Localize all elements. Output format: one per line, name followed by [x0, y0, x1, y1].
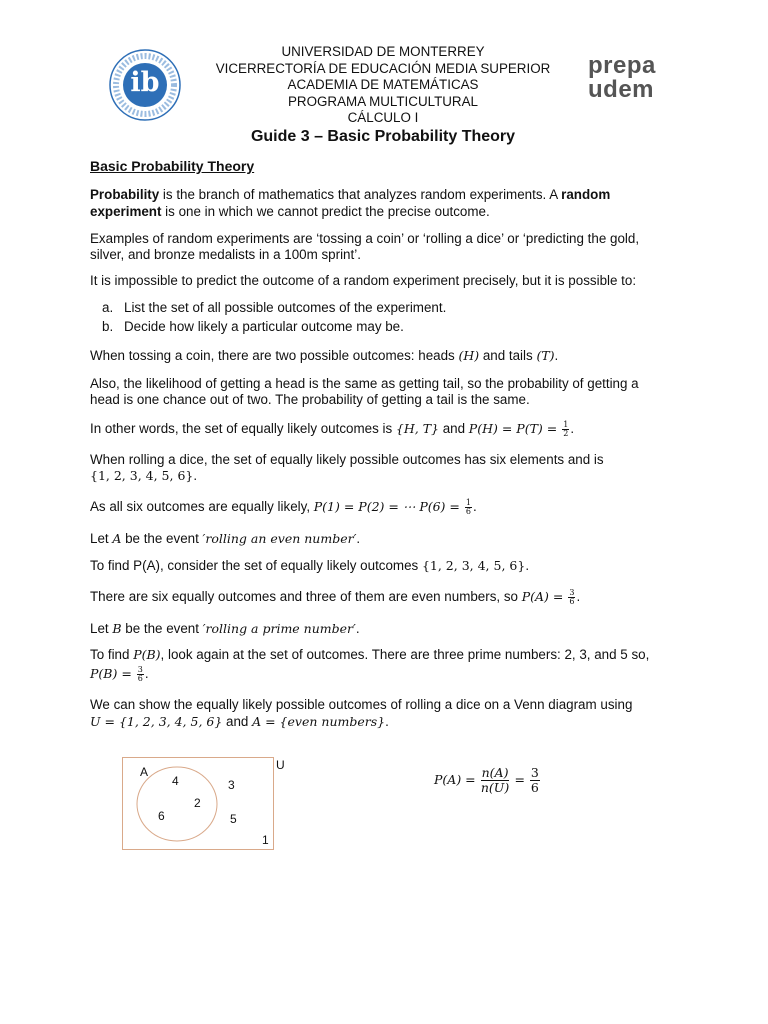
- header-vicerrectoria: VICERRECTORÍA DE EDUCACIÓN MEDIA SUPERIOR: [215, 60, 551, 76]
- text: .: [576, 589, 581, 604]
- math: P(A) =: [434, 772, 480, 788]
- numerator: 3: [137, 664, 143, 674]
- list-text: Decide how likely a particular outcome may be.: [124, 319, 404, 334]
- text: Let: [90, 531, 113, 546]
- text: As all six outcomes are equally likely,: [90, 499, 314, 514]
- math: P(1) = P(2) = ⋯ P(6) =: [313, 499, 464, 514]
- paragraph-examples-line2: silver, and bronze medalists in a 100m sprint’.: [90, 247, 361, 262]
- brand-logo: [588, 54, 656, 102]
- math: {H, T}: [395, 421, 439, 436]
- section-title: Basic Probability Theory: [90, 158, 255, 174]
- venn-element: 4: [172, 774, 179, 788]
- fraction: [137, 666, 144, 683]
- text: In other words, the set of equally likely outcomes is: [90, 421, 396, 436]
- text: To find: [90, 647, 134, 662]
- text: and tails: [479, 348, 537, 363]
- math: (T): [536, 348, 555, 363]
- denominator: 6: [137, 673, 143, 683]
- text: .: [355, 621, 360, 636]
- header-programa: PROGRAMA MULTICULTURAL: [288, 93, 478, 109]
- ib-logo-text: ib: [130, 67, 160, 98]
- paragraph-impossible: It is impossible to predict the outcome of a random experiment precisely, but it is possible to:: [90, 273, 637, 288]
- denominator: 6: [465, 506, 471, 516]
- numerator: 3: [530, 765, 539, 780]
- text: .: [525, 558, 530, 573]
- paragraph-event-a: [90, 530, 360, 547]
- venn-element: 5: [230, 812, 237, 826]
- math: U = {1, 2, 3, 4, 5, 6}: [90, 714, 223, 729]
- numerator: 1: [563, 419, 569, 429]
- text: be the event: [121, 531, 203, 546]
- brand-logo-line1: prepa: [588, 52, 656, 79]
- text: There are six equally outcomes and three of them are even numbers, so: [90, 589, 522, 604]
- paragraph-definition-line2: [90, 203, 490, 220]
- math: (H): [458, 348, 480, 363]
- text: .: [356, 531, 361, 546]
- math: P(A) =: [521, 589, 568, 604]
- text: Let: [90, 621, 113, 636]
- denominator: 6: [530, 780, 539, 795]
- fraction: [530, 766, 540, 795]
- list-text: List the set of all possible outcomes of the experiment.: [124, 300, 447, 315]
- paragraph-find-pa: [90, 557, 529, 574]
- venn-element: 3: [228, 778, 235, 792]
- denominator: 6: [569, 596, 575, 606]
- denominator: n(U): [480, 780, 510, 795]
- fraction: [562, 421, 569, 438]
- math: {1, 2, 3, 4, 5, 6}: [421, 558, 526, 573]
- list-item-a: [102, 299, 447, 316]
- text: is one in which we cannot predict the precise outcome.: [161, 204, 490, 219]
- paragraph-definition-line1: [90, 186, 610, 203]
- math: P(H) = P(T) =: [468, 421, 562, 436]
- paragraph-six-outcomes: [90, 498, 477, 516]
- venn-element: 6: [158, 809, 165, 823]
- paragraph-likelihood-line1: Also, the likelihood of getting a head is the same as getting tail, so the probability of getting a: [90, 376, 639, 391]
- term-probability: Probability: [90, 187, 160, 202]
- text: .: [193, 468, 198, 483]
- text: , look again at the set of outcomes. There are three prime numbers: 2, 3, and 5 so,: [160, 647, 650, 662]
- math: ′rolling a prime number′: [202, 621, 356, 636]
- list-marker: a.: [102, 300, 114, 315]
- fraction: [481, 766, 510, 795]
- math: P(B): [133, 647, 161, 662]
- text: .: [144, 666, 149, 681]
- math: B: [112, 621, 122, 636]
- denominator: 2: [563, 428, 569, 438]
- numerator: 3: [569, 587, 575, 597]
- paragraph-coin: [90, 347, 558, 364]
- page-title: Guide 3 – Basic Probability Theory: [250, 128, 516, 145]
- header-course: CÁLCULO I: [347, 110, 419, 125]
- text: When tossing a coin, there are two possible outcomes: heads: [90, 348, 459, 363]
- text: be the event: [121, 621, 203, 636]
- paragraph-event-b: [90, 620, 360, 637]
- text: is the branch of mathematics that analyzes random experiments. A: [159, 187, 562, 202]
- brand-logo-line2: udem: [588, 76, 655, 103]
- fraction: [568, 589, 575, 606]
- paragraph-dice-line1: When rolling a dice, the set of equally likely possible outcomes has six elements and is: [90, 452, 604, 467]
- venn-universe-label: U: [276, 758, 285, 772]
- numerator: n(A): [481, 765, 509, 780]
- header-university: UNIVERSIDAD DE MONTERREY: [281, 44, 485, 59]
- paragraph-equally-likely: [90, 420, 574, 438]
- header-academia: ACADEMIA DE MATEMÁTICAS: [287, 77, 479, 92]
- term-experiment: experiment: [90, 204, 162, 219]
- paragraph-dice-line2: [90, 467, 197, 484]
- paragraph-examples-line1: Examples of random experiments are ‘tossing a coin’ or ‘rolling a dice’ or ‘predicting the gold,: [90, 231, 640, 246]
- probability-formula: [434, 766, 541, 795]
- paragraph-find-pb-line1: [90, 646, 649, 663]
- numerator: 1: [465, 497, 471, 507]
- text: and: [222, 714, 253, 729]
- math: {1, 2, 3, 4, 5, 6}: [90, 468, 194, 483]
- venn-diagram: [110, 756, 290, 852]
- math: P(B) =: [90, 666, 136, 681]
- ib-logo: [108, 48, 182, 122]
- venn-element: 2: [194, 796, 201, 810]
- paragraph-find-pb-line2: [90, 665, 149, 683]
- venn-set-label: A: [140, 765, 149, 779]
- list-marker: b.: [102, 319, 114, 334]
- text: .: [385, 714, 389, 729]
- math: =: [510, 772, 529, 788]
- math: ′rolling an even number′: [202, 531, 357, 546]
- math: A: [112, 531, 122, 546]
- paragraph-pa-value: [90, 588, 580, 606]
- paragraph-venn-intro-line1: We can show the equally likely possible outcomes of rolling a dice on a Venn diagram using: [90, 697, 633, 712]
- list-item-b: [102, 318, 404, 335]
- math: A = {even numbers}: [252, 714, 386, 729]
- paragraph-venn-intro-line2: [90, 713, 389, 730]
- paragraph-likelihood-line2: head is one chance out of two. The probability of getting a tail is the same.: [90, 392, 530, 407]
- text: .: [570, 421, 575, 436]
- text: and: [439, 421, 469, 436]
- text: To find P(A), consider the set of equally likely outcomes: [90, 558, 422, 573]
- term-random: random: [561, 187, 611, 202]
- fraction: [465, 499, 472, 516]
- text: .: [472, 499, 477, 514]
- text: .: [554, 348, 559, 363]
- venn-element: 1: [262, 833, 269, 847]
